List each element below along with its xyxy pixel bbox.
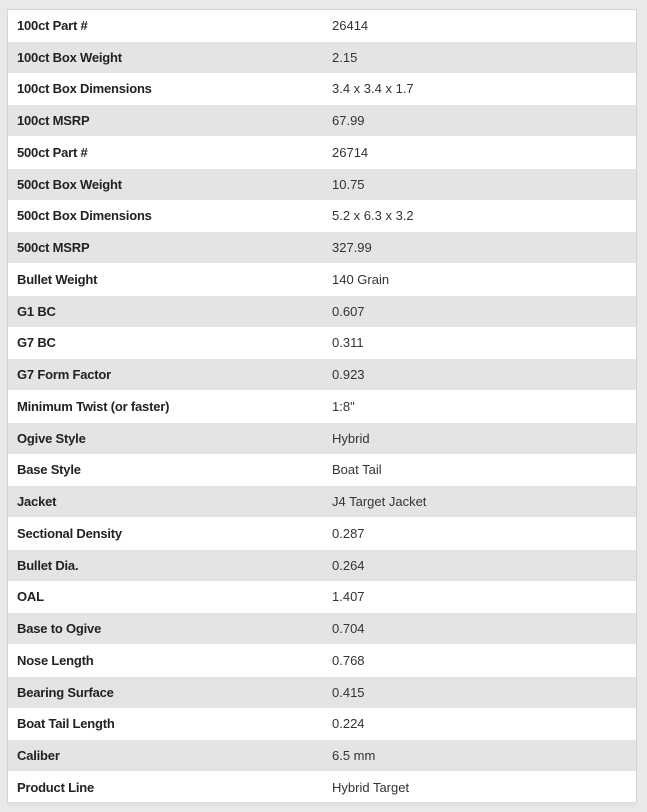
spec-row [8, 740, 636, 772]
spec-value: 0.923 [332, 367, 365, 383]
spec-value: 2.15 [332, 49, 358, 65]
spec-label: Nose Length [17, 652, 94, 668]
spec-label: 500ct Part # [17, 144, 88, 160]
spec-value: 10.75 [332, 176, 365, 192]
spec-row [8, 169, 636, 201]
spec-row [8, 42, 636, 74]
spec-row [8, 550, 636, 582]
spec-row [8, 391, 636, 423]
spec-value: 0.287 [332, 525, 365, 541]
spec-label: 100ct Box Weight [17, 49, 122, 65]
spec-row [8, 709, 636, 741]
spec-label: Base to Ogive [17, 621, 102, 637]
spec-label: 500ct Box Dimensions [17, 208, 152, 224]
spec-row [8, 582, 636, 614]
spec-row [8, 264, 636, 296]
spec-label: Boat Tail Length [17, 716, 115, 732]
spec-row [8, 105, 636, 137]
spec-row [8, 677, 636, 709]
spec-row [8, 455, 636, 487]
spec-label: 100ct Part # [17, 17, 88, 33]
spec-label: 100ct MSRP [17, 113, 90, 129]
spec-label: Base Style [17, 462, 81, 478]
spec-label: Product Line [17, 780, 95, 796]
spec-label: Caliber [17, 748, 60, 764]
spec-table [7, 9, 637, 805]
spec-label: Bearing Surface [17, 684, 114, 700]
spec-value: 26414 [332, 17, 369, 33]
spec-label: 500ct MSRP [17, 240, 90, 256]
spec-row [8, 423, 636, 455]
spec-value: 0.704 [332, 621, 365, 637]
spec-label: Bullet Weight [17, 271, 98, 287]
spec-value: 1:8" [332, 398, 355, 414]
spec-label: OAL [17, 589, 44, 605]
spec-value: 327.99 [332, 240, 372, 256]
spec-value: Boat Tail [332, 462, 382, 478]
spec-value: 0.607 [332, 303, 365, 319]
spec-row [8, 486, 636, 518]
spec-row [8, 645, 636, 677]
spec-label: Bullet Dia. [17, 557, 79, 573]
spec-row [8, 137, 636, 169]
spec-value: 67.99 [332, 113, 365, 129]
table-bottom-shadow [7, 802, 637, 808]
spec-row [8, 518, 636, 550]
spec-row [8, 613, 636, 645]
spec-label: G7 Form Factor [17, 367, 111, 383]
spec-row [8, 232, 636, 264]
spec-row [8, 74, 636, 106]
spec-value: Hybrid Target [332, 780, 410, 796]
spec-row [8, 201, 636, 233]
spec-value: 0.415 [332, 684, 365, 700]
spec-value: 5.2 x 6.3 x 3.2 [332, 208, 414, 224]
spec-value: J4 Target Jacket [332, 494, 427, 510]
spec-value: 0.264 [332, 557, 365, 573]
spec-label: Jacket [17, 494, 57, 510]
spec-label: 100ct Box Dimensions [17, 81, 152, 97]
spec-value: 6.5 mm [332, 748, 376, 764]
spec-value: 1.407 [332, 589, 365, 605]
spec-value: 26714 [332, 144, 369, 160]
spec-value: 3.4 x 3.4 x 1.7 [332, 81, 414, 97]
spec-label: Ogive Style [17, 430, 86, 446]
spec-label: 500ct Box Weight [17, 176, 122, 192]
spec-row [8, 328, 636, 360]
spec-row [8, 772, 636, 804]
spec-row [8, 10, 636, 42]
spec-value: 0.311 [332, 335, 364, 351]
spec-label: Minimum Twist (or faster) [17, 398, 170, 414]
spec-label: G7 BC [17, 335, 56, 351]
spec-row [8, 296, 636, 328]
spec-value: 0.768 [332, 652, 365, 668]
spec-label: G1 BC [17, 303, 56, 319]
spec-row [8, 359, 636, 391]
spec-value: Hybrid [332, 430, 370, 446]
spec-value: 0.224 [332, 716, 365, 732]
spec-label: Sectional Density [17, 525, 122, 541]
spec-value: 140 Grain [332, 271, 390, 287]
